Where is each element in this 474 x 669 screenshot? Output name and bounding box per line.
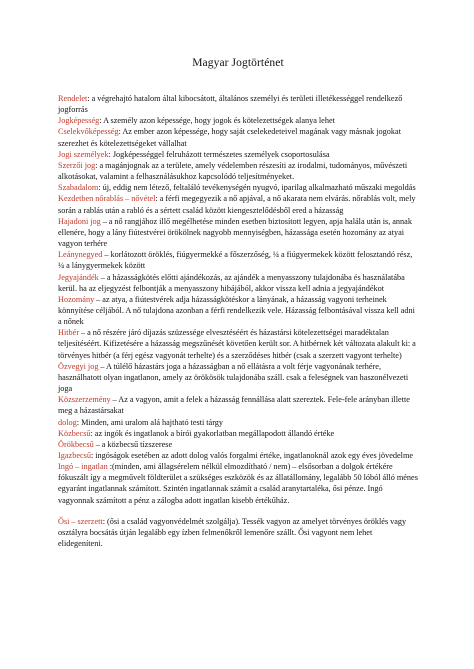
entries-list <box>58 93 418 549</box>
definition-term: Igazbecsű <box>58 451 91 460</box>
definition-entry <box>58 115 418 126</box>
definition-text: – korlátozott öröklés, fiúgyermekké a főszerzőség, ¼ a fiúgyermekek között felosztandó rész, ¼ a lánygyermekek között <box>58 250 413 271</box>
definition-separator: : <box>108 149 113 159</box>
definition-term: Jegyajándék <box>58 272 99 282</box>
definition-text: – a nő rangjához illő megélhetése minden esetben biztosított legyen, apja halála után is, annak ellenére, hogy a lány fiútestvérei örökölnek nagyobb mennyiségben, házassága esetén hozomány az atyai vagyon terhére <box>58 216 412 249</box>
definition-separator: : <box>76 417 82 427</box>
definition-term: dolog <box>58 417 77 427</box>
page-title: Magyar Jogtörténet <box>192 57 284 69</box>
definition-text: új, eddig nem létező, feltaláló tevékenységén nyugvó, iparilag alkalmazható műszaki megoldás <box>102 183 416 193</box>
definition-entry <box>58 160 418 182</box>
definition-text: – A túlélő házastárs joga a házasságban a nő ellátásra a volt férje vagyonának terhére, használhatott olyan ingatlanon, amely az örökösök tulajdonába száll. csak a feleségnek van haszonélvezeti joga <box>58 361 409 394</box>
definition-entry <box>58 439 418 450</box>
definition-text: az ingók és ingatlanok a bírói gyakorlatban megállapodott állandó értéke <box>94 428 335 438</box>
definition-entry <box>58 182 418 193</box>
definition-entry <box>58 93 418 115</box>
definition-text: – a házasságkötés előtti ajándékozás, az ajándék a menyasszony tulajdonába és használatába kerül. ha az eljegyzést felbontják a menyasszony hibájából, akkor vissza kell adnia a jegyajándékot <box>58 272 405 293</box>
definition-term: Kezdetben nőrablás – nővétel <box>58 194 156 204</box>
definition-term: Közbecsű <box>58 428 91 438</box>
definition-text: – az atya, a fiútestvérek adja házasságkötéskor a lányának, a házasság vagyoni terheinek könnyítése céljából. A nő tulajdona azonban a férfi rendelkezik vele. Házasság felbontásával vissza kell adni a nőnek <box>58 294 415 327</box>
definition-text: (ősi a család vagyonvédelmét szolgálja). Tessék vagyon az amelyet törvényes öröklés vagy osztályra bocsátás útján legalább egy ízben felmenőkről lemenőre szállt. Ősi vagyont nem lehet elidegeníteni. <box>58 516 407 549</box>
definition-term: Hajadoni jog <box>58 216 101 226</box>
definition-entry <box>58 327 418 360</box>
definition-text: a végrehajtó hatalom által kibocsátott, általános személyi és területi illetékességgel rendelkező jogforrás <box>58 94 403 115</box>
definition-separator: : <box>102 516 107 526</box>
definition-term: Leánynegyed <box>58 250 103 260</box>
definition-separator: : <box>99 116 104 126</box>
definition-entry <box>58 249 418 271</box>
definition-term: Örökbecsű <box>58 439 94 449</box>
definition-entry <box>58 417 418 428</box>
definition-text: Jogképességgel felruházott természetes személyek csoportosulása <box>112 149 330 159</box>
definition-term: Közszerzemény <box>58 395 111 405</box>
definition-entry <box>58 516 418 549</box>
definition-separator: : <box>118 127 123 137</box>
definition-separator: : <box>98 183 103 193</box>
definition-entry <box>58 272 418 294</box>
definition-text: Minden, ami uralom alá hajtható testi tárgy <box>81 417 224 427</box>
definition-text: – a közbecsű tízszerese <box>95 439 173 449</box>
definition-entry <box>58 361 418 394</box>
definition-separator: : <box>90 451 96 460</box>
definition-text: – a nő részére járó díjazás szüzessége elvesztéséért és házastársi kötelezettségei maradéktalan teljesítéséért. Kifizetésére a házasság megszűnését követően került sor. A hitbérnek két változata alakult ki: a törvényes hitbér (a férj egész vagyonát terhelte) és a szerződéses hitbér (csak a szerzett vagyont terhelte) <box>58 328 416 360</box>
paragraph-gap <box>58 506 418 516</box>
definition-entry <box>58 461 418 506</box>
definition-term: Hozomány <box>58 294 95 304</box>
definition-entry <box>58 216 418 249</box>
definition-entry <box>58 428 418 439</box>
definition-term: Cselekvőképesség <box>58 127 119 137</box>
definition-text: a férfi megegyezik a nő apjával, a nő akarata nem elvárás. nőrablás volt, mely során a rablás után a rabló és a sértett család között kiengesztelődésből ered a házasság <box>58 194 416 215</box>
definition-text: – Az a vagyon, amit a felek a házasság fennállása alatt szereztek. Fele-fele arányban illette meg a házastársakat <box>58 395 410 416</box>
definition-term: Szerzői jog <box>58 160 96 170</box>
definition-text: ingóságok esetében az adott dolog valós forgalmi értéke, ingatlanoknál azok egy éves jövedelme <box>95 451 414 460</box>
definition-separator: : <box>95 160 100 170</box>
definition-separator: : <box>90 428 95 438</box>
definition-term: Jogi személyek <box>58 149 109 159</box>
definition-term: Szabadalom <box>58 183 99 193</box>
definition-separator: : <box>155 194 160 204</box>
definition-term: Rendelet <box>58 94 88 103</box>
definition-entry <box>58 193 418 215</box>
definition-term: Jogképesség <box>58 116 100 126</box>
definition-text: A személy azon képessége, hogy jogok és kötelezettségek alanya lehet <box>103 116 335 126</box>
definition-text: a magánjognak az a területe, amely védelemben részesíti az irodalmi, tudományos, művészeti alkotásokat, valamint a felhasználásukhoz kapcsolódó teljesítményeket. <box>58 160 408 182</box>
definition-term: Ingó – ingatlan <box>58 462 108 472</box>
definition-separator: : <box>107 462 113 472</box>
definition-term: Hitbér <box>58 328 80 338</box>
definition-term: Özvegyi jog <box>58 361 99 371</box>
definition-entry <box>58 394 418 416</box>
definition-entry <box>58 149 418 160</box>
definition-entry <box>58 450 418 461</box>
definition-entry <box>58 126 418 148</box>
definition-term: Ősi – szerzett <box>58 516 103 526</box>
definition-text: Az ember azon képessége, hogy saját cselekedeteivel magának vagy másnak jogokat szerezhet és kötelezettségeket vállalhat <box>58 127 402 148</box>
definition-entry <box>58 294 418 327</box>
definition-separator: : <box>87 94 92 103</box>
definition-text: (minden, ami állagsérelem nélkül elmozdítható / nem) – elsősorban a dolgok értékére fókuszált így a megművelt földterület a szükséges eszközök és az állatállomány, legalább 50 lóból álló ménes egyaránt ingatlannak számított. Szintén ingatlannak számít a család aranytartaléka, ősi pénze. Ingó vagyonnak számított a pénz a zálogba adott ingatlan kisebb értékűház. <box>58 462 418 505</box>
